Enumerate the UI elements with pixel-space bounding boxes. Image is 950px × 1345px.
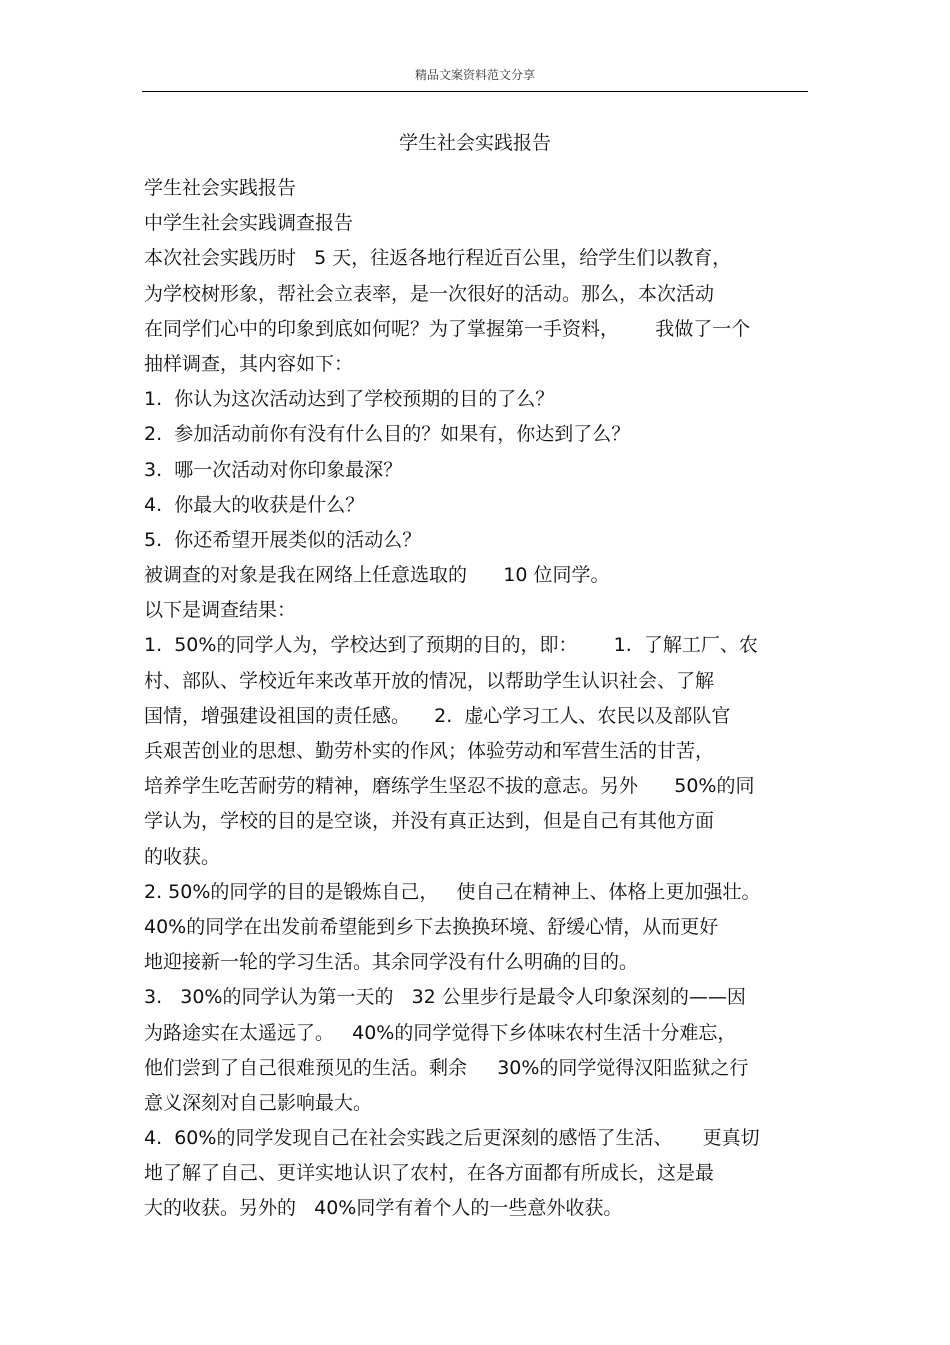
text-line: 5. 你还希望开展类似的活动么？ (144, 528, 422, 551)
document-title: 学生社会实践报告 (398, 132, 551, 154)
text-line: 培养学生吃苦耐劳的精神，磨练学生坚忍不拔的意志。另外 50%的同 (144, 775, 755, 798)
header-rule (142, 91, 808, 92)
text-line: 被调查的对象是我在网络上任意选取的 10 位同学。 (144, 564, 610, 587)
text-line: 村、部队、学校近年来改革开放的情况，以帮助学生认识社会、了解 (144, 669, 715, 692)
text-line: 2. 50%的同学的目的是锻炼自己， 使自己在精神上、体格上更加强壮。 (144, 880, 761, 903)
text-line: 2. 参加活动前你有没有什么目的？如果有，你达到了么？ (144, 423, 631, 446)
text-line: 的收获。 (144, 845, 221, 868)
text-line: 兵艰苦创业的思想、勤劳朴实的作风；体验劳动和军营生活的甘苦， (144, 740, 715, 762)
text-line: 40%的同学在出发前希望能到乡下去换换环境、舒缓心情，从而更好 (144, 915, 719, 938)
text-line: 3. 哪一次活动对你印象最深？ (144, 458, 403, 481)
text-line: 学认为，学校的目的是空谈，并没有真正达到，但是自己有其他方面 (144, 810, 715, 833)
text-line: 大的收获。另外的 40%同学有着个人的一些意外收获。 (144, 1197, 623, 1220)
text-line: 地了解了自己、更详实地认识了农村，在各方面都有所成长，这是最 (144, 1162, 715, 1185)
text-line: 1. 你认为这次活动达到了学校预期的目的了么？ (144, 388, 555, 411)
text-line: 1. 50%的同学人为，学校达到了预期的目的，即： 1. 了解工厂、农 (144, 634, 758, 657)
text-line: 以下是调查结果： (144, 599, 297, 622)
text-line: 为学校树形象，帮社会立表率，是一次很好的活动。那么，本次活动 (144, 282, 715, 305)
text-line: 地迎接新一轮的学习生活。其余同学没有什么明确的目的。 (144, 951, 639, 974)
text-line: 在同学们心中的印象到底如何呢？为了掌握第一手资料， 我做了一个 (144, 317, 751, 340)
text-line: 国情，增强建设祖国的责任感。 2. 虚心学习工人、农民以及部队官 (144, 704, 731, 727)
text-line: 学生社会实践报告 (144, 177, 297, 199)
text-line: 4. 你最大的收获是什么？ (144, 493, 365, 516)
text-line: 抽样调查，其内容如下： (144, 352, 354, 375)
document-body (144, 171, 814, 1227)
text-line: 中学生社会实践调查报告 (144, 212, 354, 235)
text-line: 4. 60%的同学发现自己在社会实践之后更深刻的感悟了生活、 更真切 (144, 1127, 760, 1150)
page-header: 精品文案资料范文分享 (414, 68, 535, 82)
text-line: 他们尝到了自己很难预见的生活。剩余 30%的同学觉得汉阳监狱之行 (144, 1056, 749, 1079)
text-line: 为路途实在太遥远了。 40%的同学觉得下乡体味农村生活十分难忘， (144, 1021, 737, 1044)
text-line: 意义深刻对自己影响最大。 (144, 1091, 373, 1114)
text-line: 3. 30%的同学认为第一天的 32 公里步行是最令人印象深刻的——因 (144, 986, 746, 1009)
text-line: 本次社会实践历时 5 天，往返各地行程近百公里，给学生们以教育， (144, 247, 732, 270)
